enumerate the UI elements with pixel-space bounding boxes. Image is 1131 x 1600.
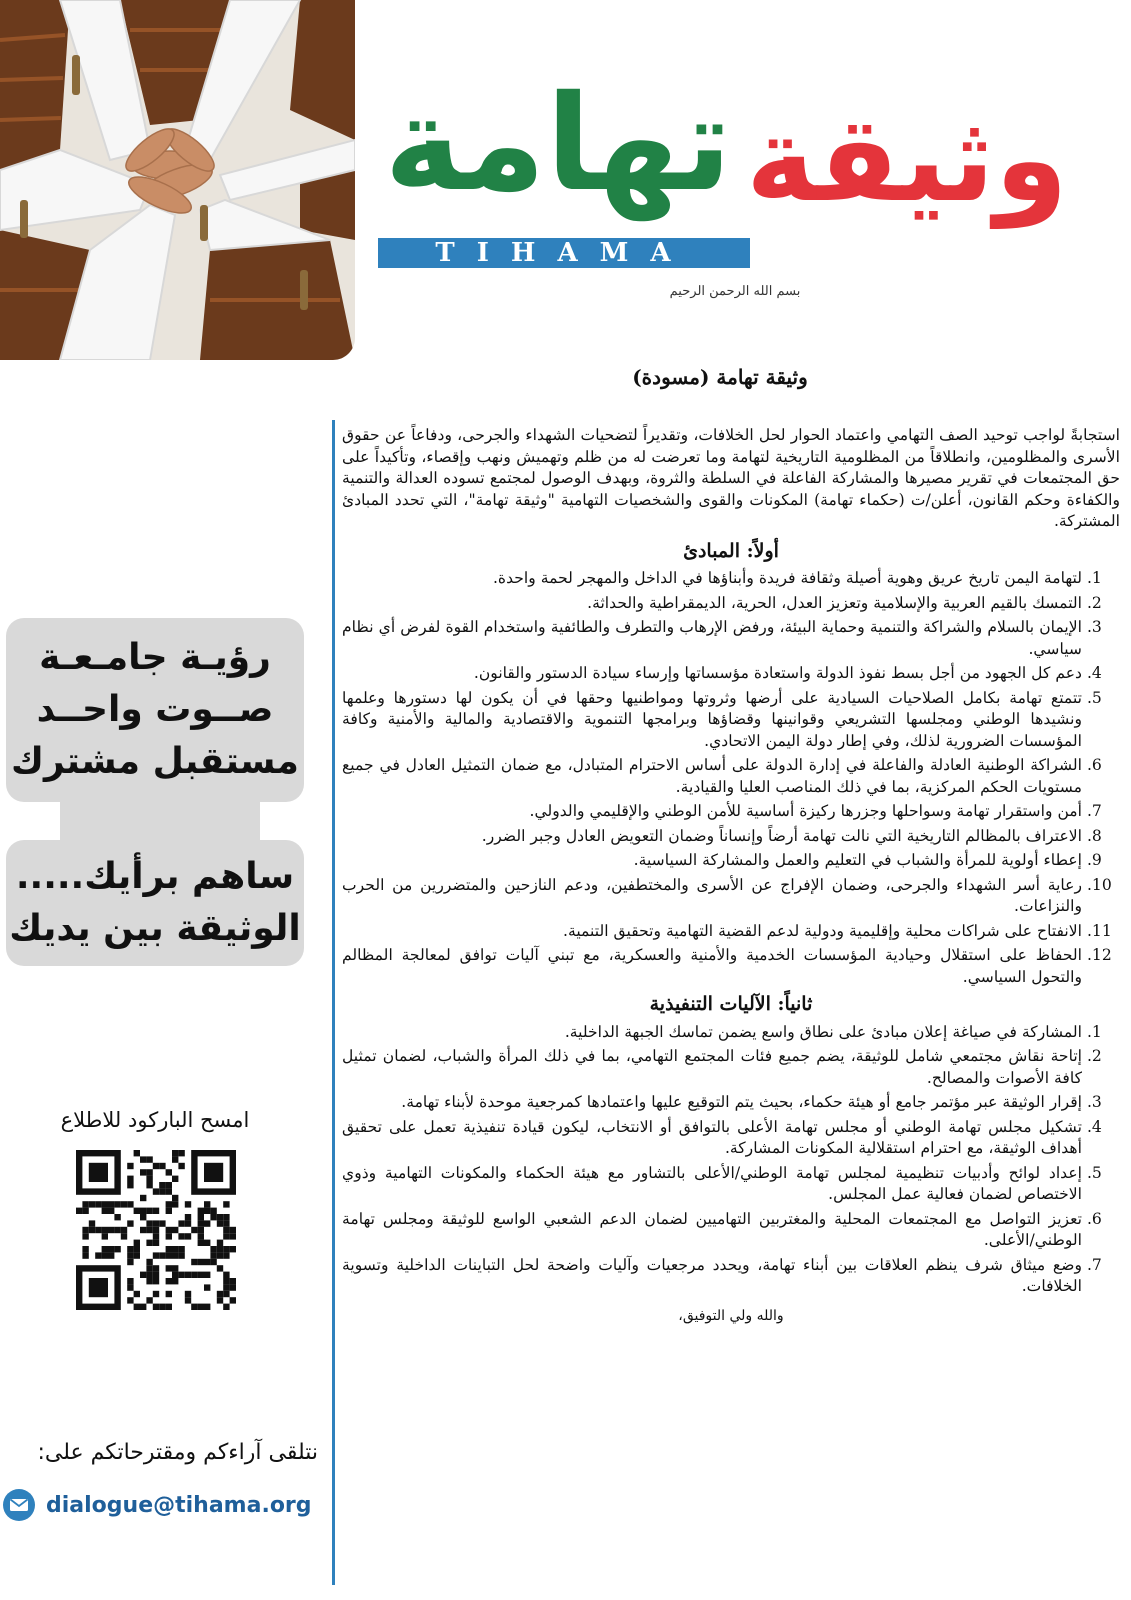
- principle-item: 3. الإيمان بالسلام والشراكة والتنمية وحماية البيئة، ورفض الإرهاب والتطرف والطائفية واستخدام القوة لفرض أي نظام سياسي.: [342, 617, 1082, 660]
- mechanism-item: 3. إقرار الوثيقة عبر مؤتمر جامع أو هيئة حكماء، بحيث يتم التوقيع عليها واعتمادها كمرجعية موحدة لأبناء تهامة.: [342, 1092, 1082, 1114]
- principle-item: 5. تتمتع تهامة بكامل الصلاحيات السيادية على أرضها وثروتها ومواطنيها وحقها في أن يكون لها دستورها وعلمها ونشيدها الوطني ومجلسها التشريعي وقوانينها وقضاؤها وبرامجها التنموية والاقتصادية والمالية والأمنية وكافة المؤسسات الضرورية لذلك، وفي إطار دولة اليمن الاتحادي.: [342, 688, 1082, 753]
- mechanism-item: 2. إتاحة نقاش مجتمعي شامل للوثيقة، يضم جميع فئات المجتمع التهامي، بما في ذلك المرأة والشباب، لضمان تمثيل كافة الأصوات والمصالح.: [342, 1046, 1082, 1089]
- mechanism-item: 1. المشاركة في صياغة إعلان مبادئ على نطاق واسع يضمن تماسك الجبهة الداخلية.: [342, 1022, 1082, 1044]
- slogan-line: مستقبل مشترك: [11, 741, 299, 782]
- mechanism-item: 4. تشكيل مجلس تهامة الوطني أو مجلس تهامة الأعلى بالتوافق أو الانتخاب، ليكون قيادة تنفيذية تعمل على تحقيق أهداف الوثيقة، مع احترام استقلالية المكونات المشاركة.: [342, 1117, 1082, 1160]
- principle-item: 4. دعم كل الجهود من أجل بسط نفوذ الدولة واستعادة مؤسساتها وإرساء سيادة الدستور والقانون.: [342, 663, 1082, 685]
- principle-item: 8. الاعتراف بالمظالم التاريخية التي نالت تهامة أرضاً وإنساناً وضمان التعويض العادل وجبر الضرر.: [342, 826, 1082, 848]
- email-link[interactable]: dialogue@tihama.org: [46, 1492, 312, 1518]
- mechanisms-heading: ثانياً: الآليات التنفيذية: [649, 993, 813, 1015]
- logo-latin-bar: TIHAMA: [378, 238, 750, 268]
- document-body: [342, 425, 1120, 1327]
- slogan-line: رؤيـة جامـعـة: [39, 637, 271, 678]
- intro-paragraph: استجابةً لواجب توحيد الصف التهامي واعتماد الحوار لحل الخلافات، وتقديراً لتضحيات الشهداء والجرحى، ودفاعاً عن حقوق الأسرى والمظلومين، وانطلاقاً من المظلومية التاريخية لتهامة وما تعرضت له من ظلم وتهميش ونهب وإقصاء، وتأكيداً على حق المجتمعات في تقرير مصيرها والمشاركة الفاعلة في السلطة والثروة، وبهدف الوصول لمجتمع تسوده العدالة والتنمية والكفاءة وحكم القانون، أعلن/ت (حكماء تهامة) المكونات والقوى والشخصيات التهامية "وثيقة تهامة"، التي تحدد المبادئ المشتركة.: [342, 426, 1120, 530]
- document-title: وثيقة تهامة (مسودة): [632, 365, 808, 389]
- column-divider: [332, 420, 335, 1585]
- mail-icon: [2, 1488, 36, 1522]
- closing-line: والله ولي التوفيق،: [678, 1307, 784, 1324]
- principle-item: 1. لتهامة اليمن تاريخ عريق وهوية أصيلة وثقافة فريدة وأبناؤها في الداخل والمهجر لحمة واحدة.: [342, 568, 1082, 590]
- mechanisms-list: [342, 1022, 1120, 1298]
- participate-line: ساهم برأيك.....: [15, 856, 295, 897]
- scan-label: امسح الباركود للاطلاع: [60, 1108, 250, 1132]
- contact-label: نتلقى آراءكم ومقترحاتكم على:: [37, 1440, 318, 1465]
- participate-line: الوثيقة بين يديك: [9, 908, 301, 949]
- principle-item: 9. إعطاء أولوية للمرأة والشباب في التعليم والعمل والمشاركة السياسية.: [342, 850, 1082, 872]
- participate-panel: [6, 840, 304, 966]
- qr-code-icon[interactable]: [76, 1150, 236, 1310]
- mechanism-item: 6. تعزيز التواصل مع المجتمعات المحلية والمغتربين التهاميين لضمان الدعم الشعبي الواسع للوثيقة ومجلس تهامة الوطني/الأعلى.: [342, 1209, 1082, 1252]
- mechanism-item: 7. وضع ميثاق شرف ينظم العلاقات بين أبناء تهامة، ويحدد مرجعيات وآليات واضحة لحل التباينات الداخلية وتسوية الخلافات.: [342, 1255, 1082, 1298]
- principle-item: 12. الحفاظ على استقلال وحيادية المؤسسات الخدمية والأمنية والعسكرية، مع تبني آليات توافق لمعالجة المظالم والتحول السياسي.: [342, 945, 1082, 988]
- slogan-panel: [6, 618, 304, 802]
- principles-list: [342, 568, 1120, 988]
- mechanism-item: 5. إعداد لوائح وأدبيات تنظيمية لمجلس تهامة الوطني/الأعلى بالتشاور مع هيئة الحكماء والمكونات التهامية وذوي الاختصاص لضمان فعالية عمل المجلس.: [342, 1163, 1082, 1206]
- principle-item: 7. أمن واستقرار تهامة وسواحلها وجزرها ركيزة أساسية للأمن الوطني والإقليمي والدولي.: [342, 801, 1082, 823]
- logo-word-red: وثيقة: [745, 90, 1068, 228]
- basmala: بسم الله الرحمن الرحيم: [669, 284, 801, 299]
- principle-item: 6. الشراكة الوطنية العادلة والفاعلة في إدارة الدولة على أساس الاحترام المتبادل، مع ضمان التمثيل العادل في جميع مستويات الحكم المركزية، بما في ذلك المناصب العليا والقيادية.: [342, 755, 1082, 798]
- principle-item: 10. رعاية أسر الشهداء والجرحى، وضمان الإفراج عن الأسرى والمختطفين، ودعم النازحين والمتضررين من الحرب والنزاعات.: [342, 875, 1082, 918]
- slogan-line: صــوت واحــد: [36, 689, 274, 730]
- hands-together-photo: [0, 0, 355, 360]
- panel-connector: [60, 800, 260, 842]
- logo-word-green: تهامة: [384, 67, 733, 221]
- email-row[interactable]: [2, 1488, 332, 1522]
- tihama-logo: [378, 60, 1068, 280]
- principle-item: 2. التمسك بالقيم العربية والإسلامية وتعزيز العدل، الحرية، الديمقراطية والحداثة.: [342, 593, 1082, 615]
- principle-item: 11. الانفتاح على شراكات محلية وإقليمية ودولية لدعم القضية التهامية وتحقيق التنمية.: [342, 921, 1082, 943]
- principles-heading: أولاً: المبادئ: [683, 539, 779, 562]
